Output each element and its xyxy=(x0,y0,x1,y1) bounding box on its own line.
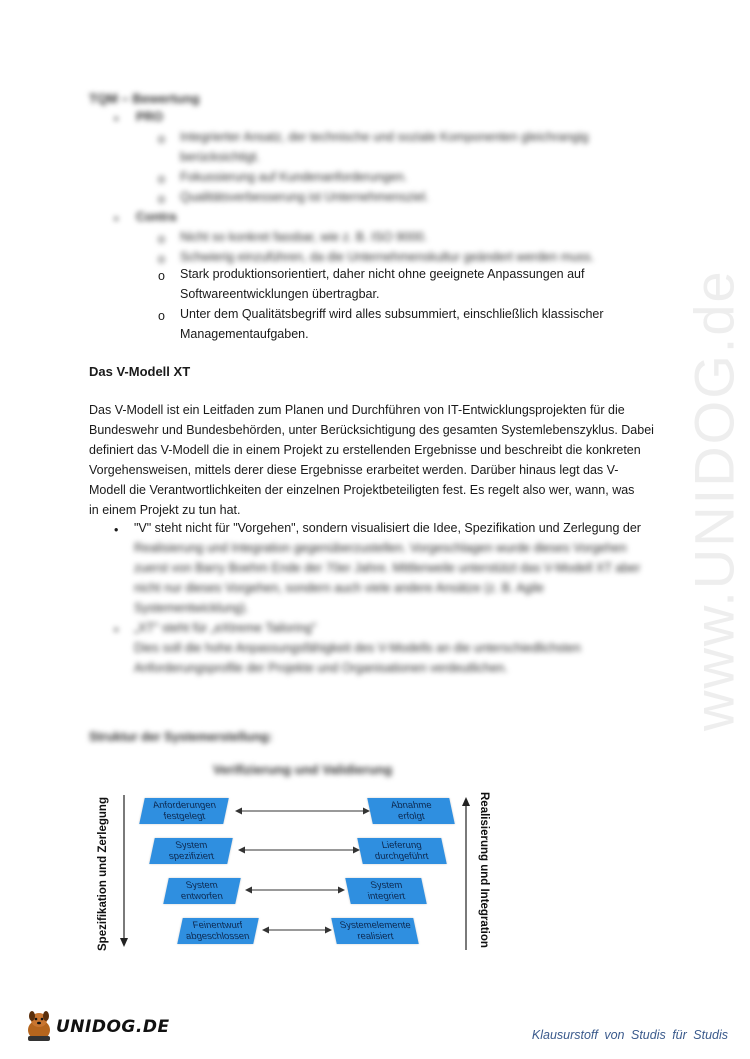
contra-label: Contra xyxy=(136,210,177,224)
v-box-system-entworfen: System entworfen xyxy=(163,878,241,904)
v-box-system-integriert: System integriert xyxy=(345,878,427,904)
bullet1-line: nicht nur dieses Vorgehen, sondern auch viele andere Ansätze (z. B. Agile xyxy=(134,581,544,595)
bullet-dot: • xyxy=(114,523,119,537)
diagram-title: Verifizierung und Validierung xyxy=(213,762,393,777)
pro-item: Qualitätsverbesserung ist Unternehmensziel. xyxy=(180,190,429,204)
tqm-heading: TQM – Bewertung xyxy=(89,91,200,106)
right-axis-label: Realisierung und Integration xyxy=(478,792,490,948)
contra-item-3-line1: Stark produktionsorientiert, daher nicht ohne geeignete Anpassungen auf xyxy=(180,267,585,281)
double-arrow-icon xyxy=(262,925,332,935)
v-box-feinentwurf: Feinentwurf abgeschlossen xyxy=(177,918,259,944)
contra-item: Schwierig einzuführen, da die Unternehmenskultur geändert werden muss. xyxy=(180,250,595,264)
vmodel-paragraph-line: Bundeswehr und Bundesbehörden, unter Berücksichtigung des gesamten Systemlebenszyklus. Dabei xyxy=(89,423,654,437)
vmodel-paragraph-line: in einem Projekt zu tun hat. xyxy=(89,503,241,517)
bullet1-first-line: "V" steht nicht für "Vorgehen", sondern visualisiert die Idee, Spezifikation und Zerlegung der xyxy=(134,521,641,535)
pro-item: Fokussierung auf Kundenanforderungen. xyxy=(180,170,408,184)
circle-bullet: o xyxy=(158,132,165,146)
circle-bullet: o xyxy=(158,252,165,266)
circle-bullet: o xyxy=(158,309,165,323)
v-box-lieferung: Lieferung durchgeführt xyxy=(357,838,447,864)
logo-text: UNIDOG.DE xyxy=(56,1017,170,1037)
footer-tagline: Klausurstoff von Studis für Studis xyxy=(531,1028,728,1042)
v-box-abnahme: Abnahme erfolgt xyxy=(367,798,455,824)
pro-item: Integrierter Ansatz, der technische und soziale Komponenten gleichrangig berücksichtigt. xyxy=(180,130,589,164)
bullet1-line: Realisierung und Integration gegenüberzustellen. Vorgeschlagen wurde dieses Vorgehen xyxy=(134,541,627,555)
bullet-dot: • xyxy=(114,623,119,637)
v-box-anforderungen: Anforderungen festgelegt xyxy=(139,798,229,824)
circle-bullet: o xyxy=(158,192,165,206)
circle-bullet: o xyxy=(158,232,165,246)
bullet-dot: • xyxy=(114,212,119,226)
vmodel-paragraph-line: Das V-Modell ist ein Leitfaden zum Planen und Durchführen von IT-Entwicklungsprojekten für die xyxy=(89,403,625,417)
contra-item-3-line2: Softwareentwicklungen übertragbar. xyxy=(180,287,380,301)
circle-bullet: o xyxy=(158,172,165,186)
double-arrow-icon xyxy=(235,806,370,816)
v-box-systemelemente: Systemelemente realisiert xyxy=(331,918,419,944)
contra-item: Nicht so konkret fassbar, wie z. B. ISO 9000. xyxy=(180,230,428,244)
structure-heading: Struktur der Systemerstellung: xyxy=(89,730,273,744)
down-arrow-icon xyxy=(117,795,131,950)
footer-logo xyxy=(24,1010,170,1044)
bullet-dot: • xyxy=(114,112,119,126)
double-arrow-icon xyxy=(238,845,360,855)
vmodel-heading: Das V-Modell XT xyxy=(89,364,191,379)
bullet2-line: Dies soll die hohe Anpassungsfähigkeit des V-Modells an die unterschiedlichsten xyxy=(134,641,581,655)
vmodel-paragraph-line: definiert das V-Modell die in einem Projekt zu erstellenden Ergebnisse und beschreibt die konkreten xyxy=(89,443,641,457)
contra-item-4-line2: Managementaufgaben. xyxy=(180,327,309,341)
up-arrow-icon xyxy=(459,795,473,950)
watermark: www.UNIDOG.de xyxy=(682,269,746,731)
bullet2-line: Anforderungsprofile der Projekte und Organisationen verdeutlichen. xyxy=(134,661,508,675)
dog-mascot-icon xyxy=(24,1010,54,1044)
bullet2-line: „XT" steht für „eXtreme Tailoring" xyxy=(134,621,317,635)
bullet1-line: Systementwicklung). xyxy=(134,601,249,615)
circle-bullet: o xyxy=(158,269,165,283)
contra-item-4-line1: Unter dem Qualitätsbegriff wird alles subsummiert, einschließlich klassischer xyxy=(180,307,604,321)
vmodel-paragraph-line: Vorgehensweisen, mittels derer diese Ergebnisse erarbeitet werden. Darüber hinaus legt das V- xyxy=(89,463,619,477)
pro-label: PRO xyxy=(136,110,164,124)
v-box-system-spezifiziert: System spezifiziert xyxy=(149,838,233,864)
bullet1-line: zuerst von Barry Boehm Ende der 70er Jahre. Mittlerweile unterstützt das V-Modell XT aber xyxy=(134,561,641,575)
double-arrow-icon xyxy=(245,885,345,895)
left-axis-label: Spezifikation und Zerlegung xyxy=(97,797,109,951)
vmodel-paragraph-line: Modell die Verantwortlichkeiten der einzelnen Projektbeteiligten fest. Es regelt also wer, wann, was xyxy=(89,483,635,497)
